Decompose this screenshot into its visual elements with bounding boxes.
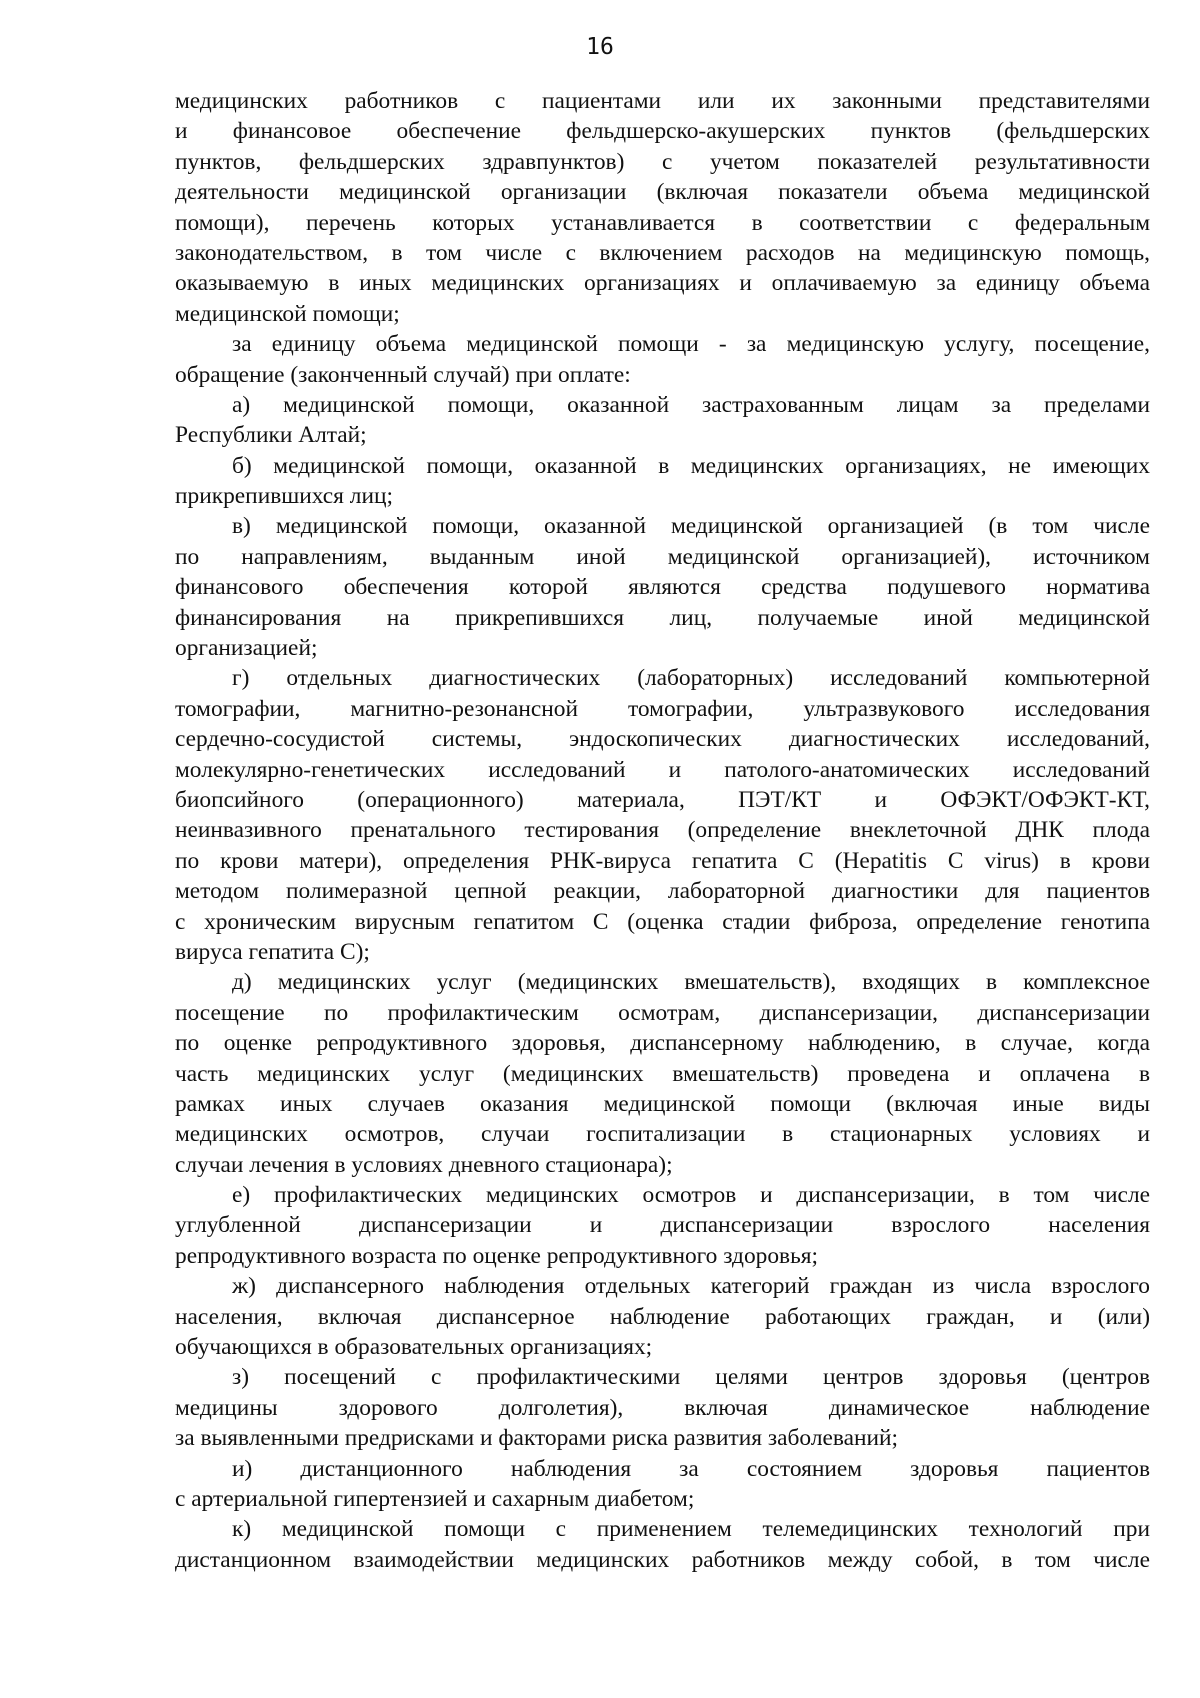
text-line: организацией; [175, 635, 318, 662]
text-line: и) дистанционного наблюдения за состоянием здоровья пациентов [232, 1455, 1150, 1482]
text-line: к) медицинской помощи с применением телемедицинских технологий при [232, 1516, 1150, 1543]
text-line: деятельности медицинской организации (включая показатели объема медицинской [175, 179, 1150, 206]
text-line: г) отдельных диагностических (лабораторных) исследований компьютерной [232, 665, 1150, 692]
text-line: ж) диспансерного наблюдения отдельных категорий граждан из числа взрослого [232, 1273, 1150, 1300]
paragraph [175, 1454, 1150, 1515]
text-line: посещение по профилактическим осмотрам, диспансеризации, диспансеризации [175, 999, 1150, 1026]
text-line: с артериальной гипертензией и сахарным диабетом; [175, 1485, 695, 1512]
text-line: пунктов, фельдшерских здравпунктов) с учетом показателей результативности [175, 148, 1150, 175]
text-line: обучающихся в образовательных организациях; [175, 1334, 653, 1361]
text-line: по направлениям, выданным иной медицинской организацией), источником [175, 543, 1150, 570]
text-line: прикрепившихся лиц; [175, 483, 393, 510]
text-line: в) медицинской помощи, оказанной медицинской организацией (в том числе [232, 513, 1150, 540]
paragraph [175, 1514, 1150, 1575]
text-line: б) медицинской помощи, оказанной в медицинских организациях, не имеющих [232, 452, 1150, 479]
paragraph [175, 329, 1150, 390]
text-line: методом полимеразной цепной реакции, лабораторной диагностики для пациентов [175, 878, 1150, 905]
text-line: дистанционном взаимодействии медицинских работников между собой, в том числе [175, 1546, 1150, 1573]
text-line: законодательством, в том числе с включением расходов на медицинскую помощь, [175, 239, 1150, 266]
text-line: а) медицинской помощи, оказанной застрахованным лицам за пределами [232, 391, 1150, 418]
text-line: е) профилактических медицинских осмотров и диспансеризации, в том числе [232, 1182, 1150, 1209]
text-line: обращение (законченный случай) при оплате: [175, 361, 631, 388]
text-line: медицины здорового долголетия), включая динамическое наблюдение [175, 1394, 1150, 1421]
paragraph [175, 967, 1150, 1180]
text-line: по оценке репродуктивного здоровья, диспансерному наблюдению, в случае, когда [175, 1030, 1150, 1057]
text-line: биопсийного (операционного) материала, ПЭТ/КТ и ОФЭКТ/ОФЭКТ-КТ, [175, 786, 1150, 813]
paragraph [175, 1271, 1150, 1362]
text-line: и финансовое обеспечение фельдшерско-акушерских пунктов (фельдшерских [175, 118, 1150, 145]
text-line: с хроническим вирусным гепатитом С (оценка стадии фиброза, определение генотипа [175, 908, 1150, 935]
text-line: по крови матери), определения РНК-вируса гепатита С (Hepatitis C virus) в крови [175, 847, 1150, 874]
paragraph [175, 663, 1150, 967]
text-line: углубленной диспансеризации и диспансеризации взрослого населения [175, 1212, 1150, 1239]
text-line: населения, включая диспансерное наблюдение работающих граждан, и (или) [175, 1303, 1150, 1330]
text-line: помощи), перечень которых устанавливается в соответствии с федеральным [175, 209, 1150, 236]
text-line: финансирования на прикрепившихся лиц, получаемые иной медицинской [175, 604, 1150, 631]
text-line: д) медицинских услуг (медицинских вмешательств), входящих в комплексное [232, 969, 1150, 996]
text-line: медицинских работников с пациентами или их законными представителями [175, 88, 1150, 114]
text-line: медицинской помощи; [175, 300, 400, 327]
paragraph [175, 1180, 1150, 1271]
text-line: за единицу объема медицинской помощи - за медицинскую услугу, посещение, [232, 331, 1150, 358]
text-line: финансового обеспечения которой являются средства подушевого норматива [175, 574, 1150, 601]
text-line: за выявленными предрисками и факторами риска развития заболеваний; [175, 1425, 899, 1452]
page-number: 16 [586, 34, 614, 60]
paragraph [175, 390, 1150, 451]
paragraph [175, 86, 1150, 329]
text-line: медицинских осмотров, случаи госпитализации в стационарных условиях и [175, 1121, 1150, 1148]
text-line: репродуктивного возраста по оценке репродуктивного здоровья; [175, 1242, 819, 1269]
text-line: часть медицинских услуг (медицинских вмешательств) проведена и оплачена в [175, 1060, 1150, 1087]
text-line: рамках иных случаев оказания медицинской помощи (включая иные виды [175, 1090, 1150, 1117]
paragraph [175, 451, 1150, 512]
text-line: случаи лечения в условиях дневного стационара); [175, 1151, 673, 1178]
paragraph [175, 511, 1150, 663]
text-line: оказываемую в иных медицинских организациях и оплачиваемую за единицу объема [175, 270, 1150, 297]
paragraph [175, 1362, 1150, 1453]
text-line: Республики Алтай; [175, 422, 367, 449]
text-line: томографии, магнитно-резонансной томографии, ультразвукового исследования [175, 695, 1150, 722]
body-text [175, 86, 1150, 1575]
text-line: неинвазивного пренатального тестирования (определение внеклеточной ДНК плода [175, 817, 1150, 844]
text-line: з) посещений с профилактическими целями центров здоровья (центров [232, 1364, 1150, 1391]
text-line: молекулярно-генетических исследований и патолого-анатомических исследований [175, 756, 1150, 783]
text-line: вируса гепатита С); [175, 938, 370, 965]
text-line: сердечно-сосудистой системы, эндоскопических диагностических исследований, [175, 726, 1150, 753]
